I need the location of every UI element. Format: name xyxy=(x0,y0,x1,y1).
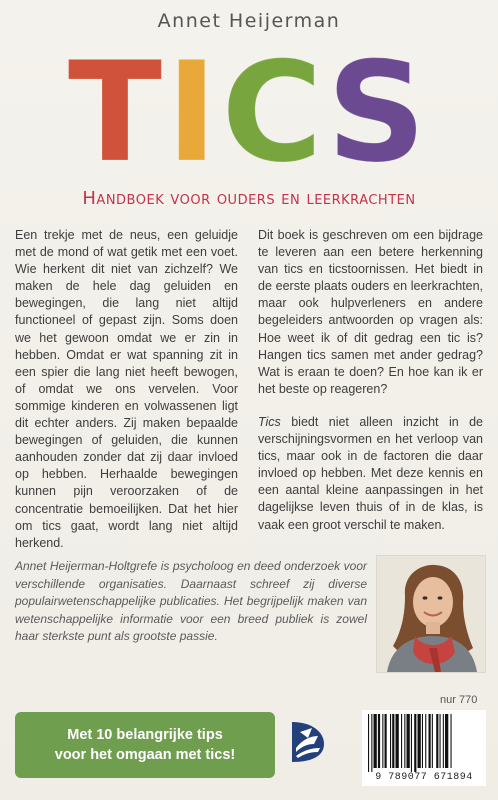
book-title xyxy=(0,32,498,193)
tips-banner-line-2: voor het omgaan met tics! xyxy=(54,747,236,763)
blurb-right-paragraph-2 xyxy=(258,414,483,534)
author-portrait-icon xyxy=(377,556,485,672)
book-title-italic: Tics xyxy=(258,414,281,429)
title-letter: C xyxy=(221,32,327,193)
author-name: Annet Heijerman xyxy=(157,10,341,32)
tips-banner-line-1: Met 10 belangrijke tips xyxy=(67,727,223,743)
publisher-logo-icon xyxy=(286,718,326,764)
title-letter: T xyxy=(67,32,167,193)
book-subtitle: Handboek voor ouders en leerkrachten xyxy=(82,188,416,209)
barcode-icon xyxy=(362,710,486,772)
author-bio: Annet Heijerman-Holtgrefe is psycholoog en deed onderzoek voor verschillende organisaties. Daarnaast schreef zij diverse populairwetenschappelijke publicaties. Het begrijpelijk maken van wetenschappelijke informatie voor een breed publiek is zowel haar sterkste punt als grootste passie. xyxy=(15,559,367,643)
isbn-number: 9 789077 671894 xyxy=(375,772,473,783)
blurb-left-paragraph: Een trekje met de neus, een geluidje met de mond of wat getik met een voet. Wie herkent dit niet van zichzelf? We maken de hele dag geluiden en bewegingen, die lang niet altijd functioneel of gepast zijn. Soms doen we het gewoon omdat we er zin in hebben. Omdat er wat spanning zit in een spier die lang niet heeft bewogen, of omdat we ons vervelen. Voor sommige kinderen en volwassenen ligt dit echter anders. Zij maken bepaalde bewegingen of geluiden, die kunnen aanhouden zonder dat zij daar invloed op hebben. Herhaalde bewegingen kunnen pijn veroorzaken of de concentratie bemoeilijken. Dat het hier om tics gaat, wordt lang niet altijd herkend. xyxy=(15,228,238,550)
blurb-left-column xyxy=(15,227,238,568)
author-photo xyxy=(376,555,486,673)
isbn-barcode xyxy=(362,710,486,786)
title-letter: I xyxy=(166,32,222,193)
nur-code: nur 770 xyxy=(440,694,478,706)
tips-banner xyxy=(15,712,275,778)
blurb-right-paragraph-2-text: biedt niet alleen inzicht in de verschijningsvormen en het verloop van tics, maar ook in de factoren die daar invloed op hebben. Met deze kennis en een aantal kleine aanpassingen in het dagelijkse leven thuis of in de klas, is vaak een groot verschil te maken. xyxy=(258,414,483,532)
blurb-right-column xyxy=(258,227,483,550)
blurb-right-paragraph-1: Dit boek is geschreven om een bijdrage te leveren aan een betere herkenning van tics en ticstoornissen. Het biedt in de eerste plaats ouders en leerkrachten, maar ook hulpverleners en andere begeleiders antwoorden op vragen als: Hoe weet ik of dit gedrag een tic is? Hangen tics samen met ander gedrag? Wat is eraan te doen? En hoe kan ik er het beste op reageren? xyxy=(258,228,483,396)
title-letter: S xyxy=(326,32,431,193)
